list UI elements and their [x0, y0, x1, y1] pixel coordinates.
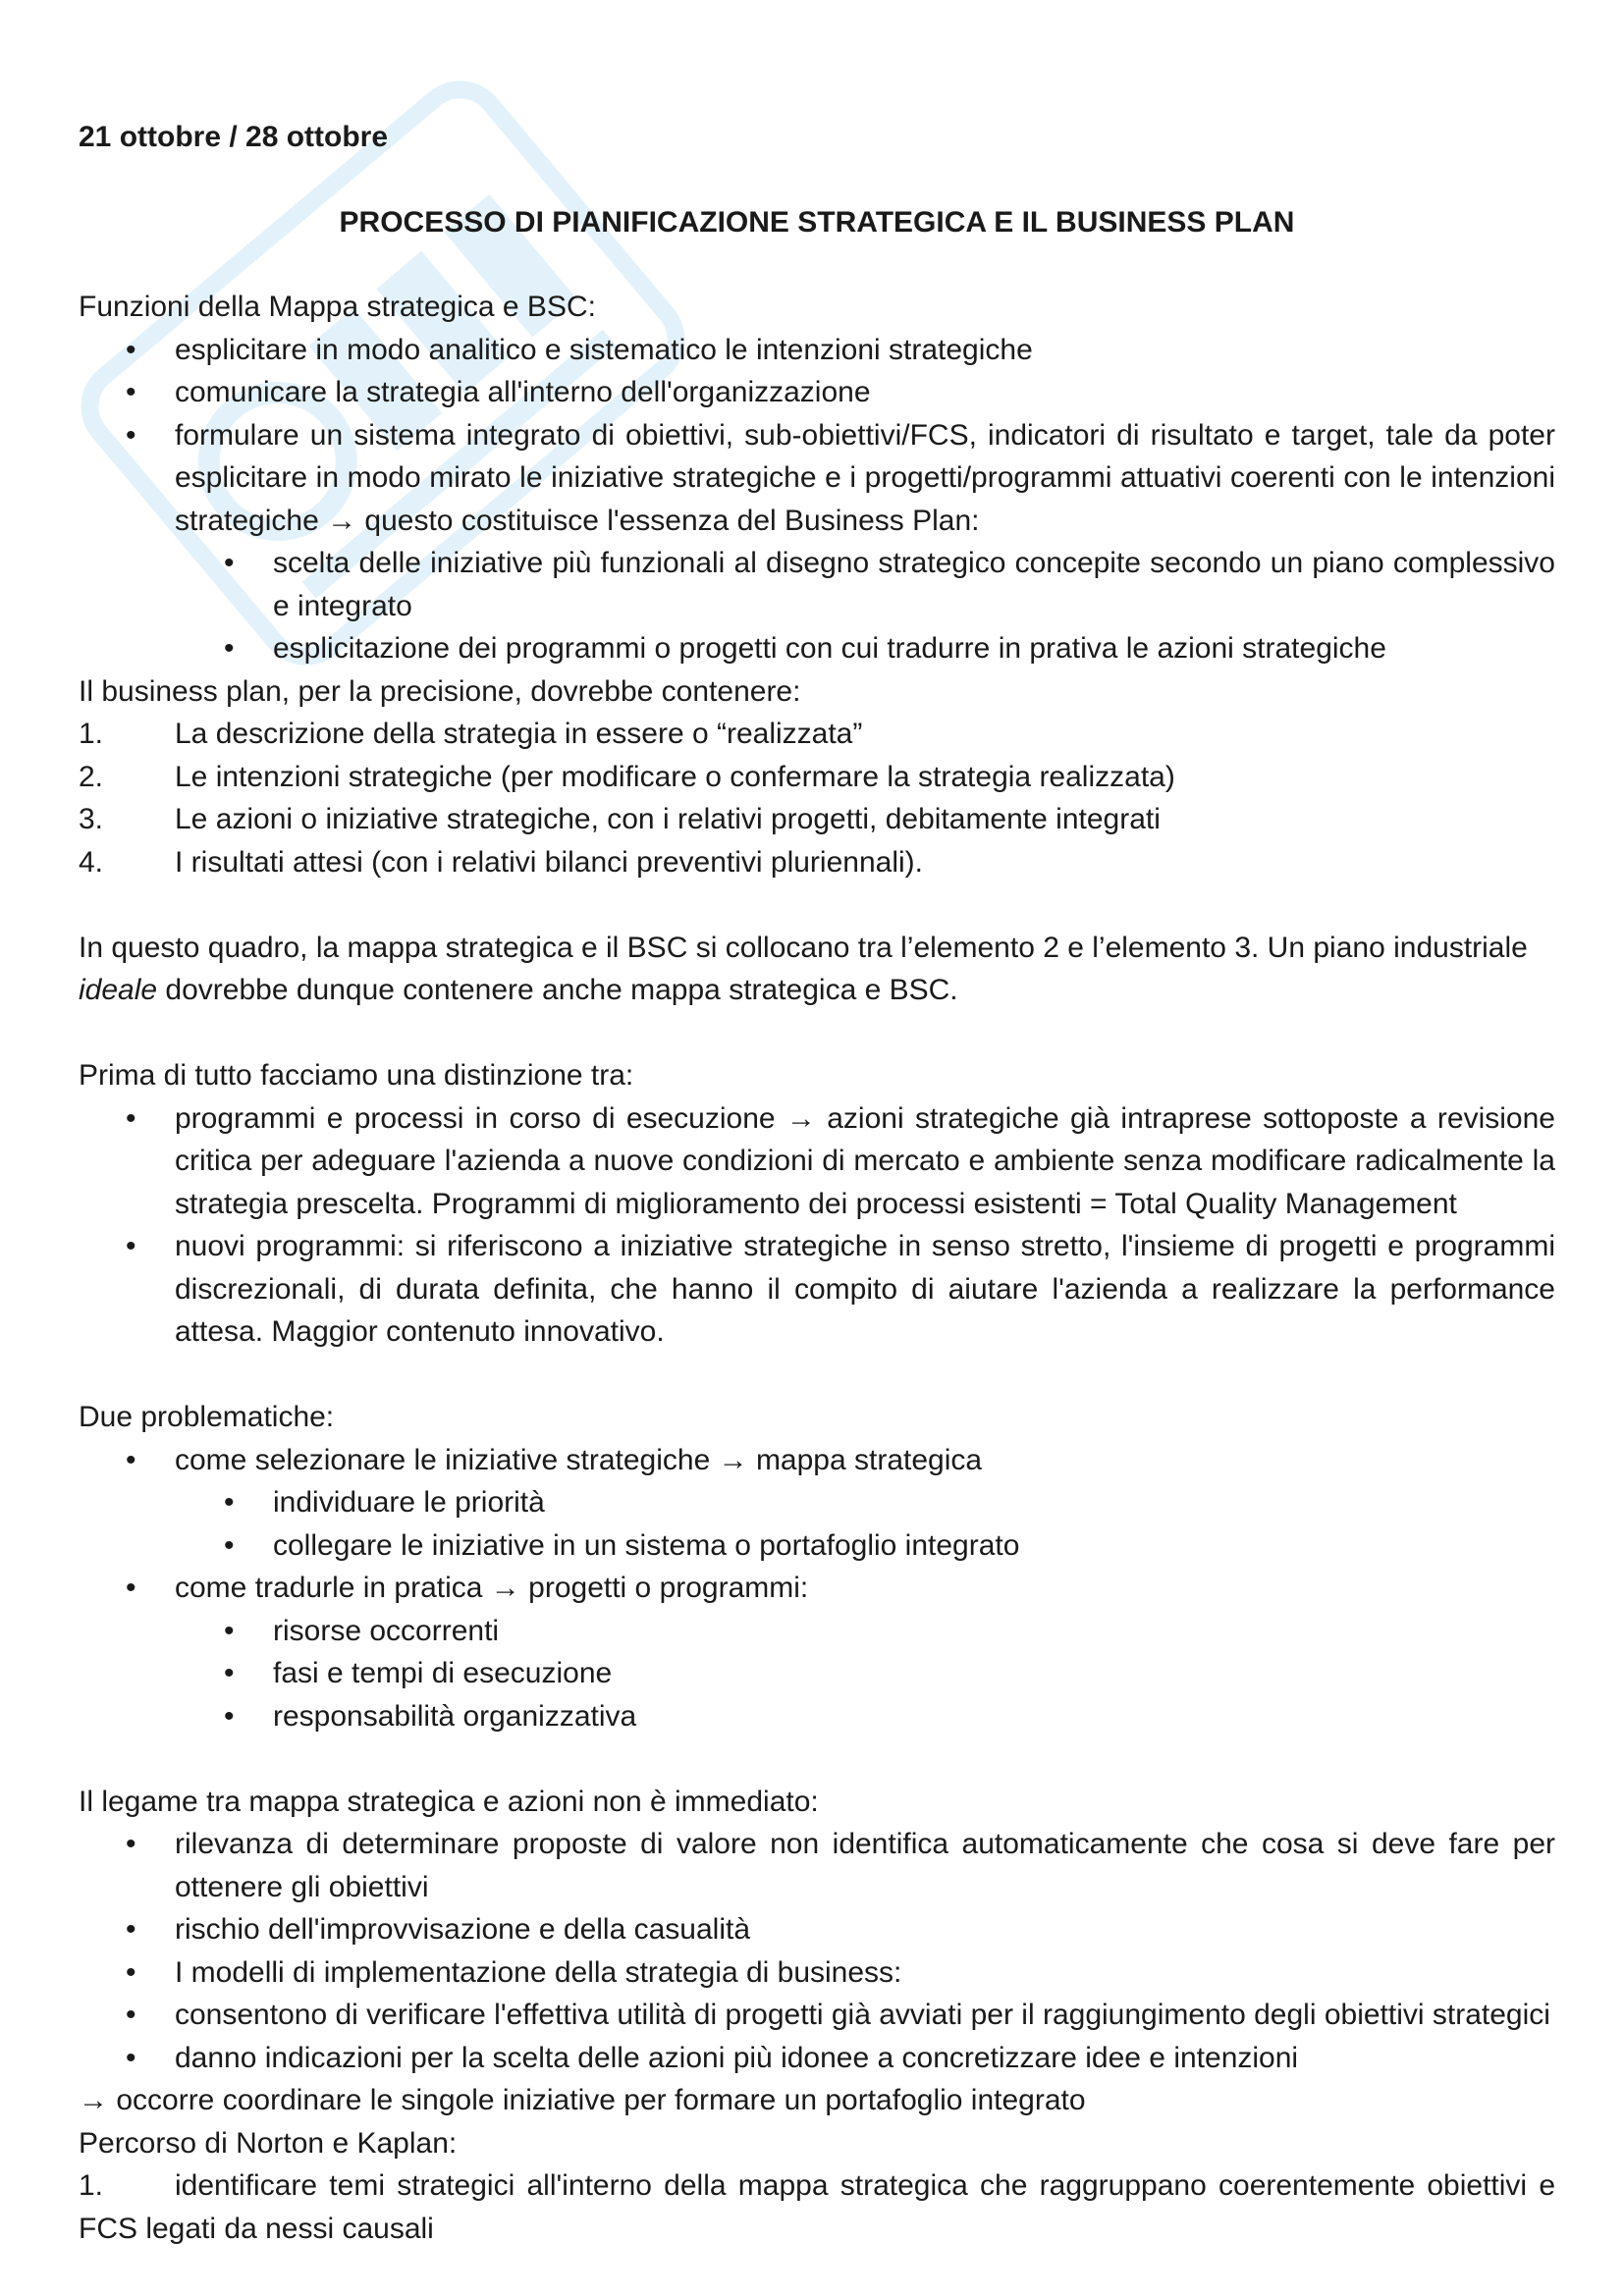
section-intro: Il legame tra mappa strategica e azioni non è immediato: — [79, 1785, 819, 1818]
numbered-list — [79, 713, 1555, 883]
section-intro: Prima di tutto facciamo una distinzione tra: — [79, 1059, 634, 1092]
list-item: • programmi e processi in corso di esecuzione → azioni strategiche già intraprese sottoposte a revisione critica per adeguare l'azienda a nuove condizioni di mercato e ambiente senza modificare radicalmente la strategia prescelta. Programmi di miglioramento dei processi esistenti = Total Quality Management — [79, 1097, 1555, 1226]
section-intro: Il business plan, per la precisione, dovrebbe contenere: — [79, 674, 801, 708]
section-intro: Funzioni della Mappa strategica e BSC: — [79, 291, 596, 323]
numbered-item: 4. I risultati attesi (con i relativi bilanci preventivi pluriennali). — [79, 845, 923, 879]
bullet-list — [79, 329, 1555, 670]
numbered-item: 3. Le azioni o iniziative strategiche, con i relativi progetti, debitamente integrati — [79, 803, 1161, 835]
list-item: • rilevanza di determinare proposte di valore non identifica automaticamente che cosa si deve fare per ottenere gli obiettivi — [79, 1823, 1555, 1908]
bullet-list — [79, 1823, 1555, 2079]
list-item: • come selezionare le iniziative strategiche → mappa strategica — [79, 1439, 1555, 1482]
numbered-item: 2. Le intenzioni strategiche (per modificare o confermare la strategia realizzata) — [79, 760, 1175, 793]
document-title: PROCESSO DI PIANIFICAZIONE STRATEGICA E IL BUSINESS PLAN — [339, 205, 1295, 239]
list-item: • comunicare la strategia all'interno dell'organizzazione — [79, 371, 1555, 414]
sub-list-item: • scelta delle iniziative più funzionali al disegno strategico concepite secondo un piano complessivo e integrato — [79, 542, 1555, 627]
sub-list-item: • individuare le priorità — [79, 1481, 1555, 1524]
list-item: • danno indicazioni per la scelta delle azioni più idonee a concretizzare idee e intenzioni — [79, 2037, 1555, 2080]
document-date: 21 ottobre / 28 ottobre — [79, 121, 389, 153]
numbered-item: 1. La descrizione della strategia in essere o “realizzata” — [79, 718, 863, 750]
list-item: • formulare un sistema integrato di obiettivi, sub-obiettivi/FCS, indicatori di risultato e target, tale da poter esplicitare in modo mirato le iniziative strategiche e i progetti/programmi attuativi coerenti con le intenzioni strategiche → questo costituisce l'essenza del Business Plan: — [79, 414, 1555, 543]
document-page — [79, 116, 1555, 2250]
numbered-item: 1. identificare temi strategici all'interno della mappa strategica che raggruppano coerentemente obiettivi e FCS legati da nessi causali — [79, 2169, 1555, 2245]
bullet-list — [79, 1097, 1555, 1354]
list-item: • consentono di verificare l'effettiva utilità di progetti già avviati per il raggiungimento degli obiettivi strategici — [79, 1994, 1555, 2037]
list-item: • esplicitare in modo analitico e sistematico le intenzioni strategiche — [79, 329, 1555, 372]
sub-list-item: • collegare le iniziative in un sistema o portafoglio integrato — [79, 1524, 1555, 1568]
section-intro: Due problematiche: — [79, 1401, 335, 1433]
emphasis-text: ideale — [79, 974, 158, 1006]
bullet-list — [79, 1439, 1555, 1738]
sub-list-item: • responsabilità organizzativa — [79, 1695, 1555, 1738]
list-item: • come tradurle in pratica → progetti o programmi: — [79, 1567, 1555, 1610]
list-item: • nuovi programmi: si riferiscono a iniziative strategiche in senso stretto, l'insieme di progetti e programmi discrezionali, di durata definita, che hanno il compito di aiutare l'azienda a realizzare la performance attesa. Maggior contenuto innovativo. — [79, 1225, 1555, 1354]
section-intro: Percorso di Norton e Kaplan: — [79, 2126, 458, 2160]
paragraph: In questo quadro, la mappa strategica e il BSC si collocano tra l’elemento 2 e l’elemento 3. Un piano industriale ideale dovrebbe dunque contenere anche mappa strategica e BSC. — [79, 931, 1528, 1006]
list-item: • rischio dell'improvvisazione e della casualità — [79, 1908, 1555, 1951]
sub-list-item: • risorse occorrenti — [79, 1610, 1555, 1653]
conclusion-line: → occorre coordinare le singole iniziative per formare un portafoglio integrato — [79, 2084, 1086, 2116]
list-item: • I modelli di implementazione della strategia di business: — [79, 1951, 1555, 1995]
sub-list-item: • esplicitazione dei programmi o progetti con cui tradurre in prativa le azioni strategiche — [79, 627, 1555, 670]
sub-list-item: • fasi e tempi di esecuzione — [79, 1652, 1555, 1695]
